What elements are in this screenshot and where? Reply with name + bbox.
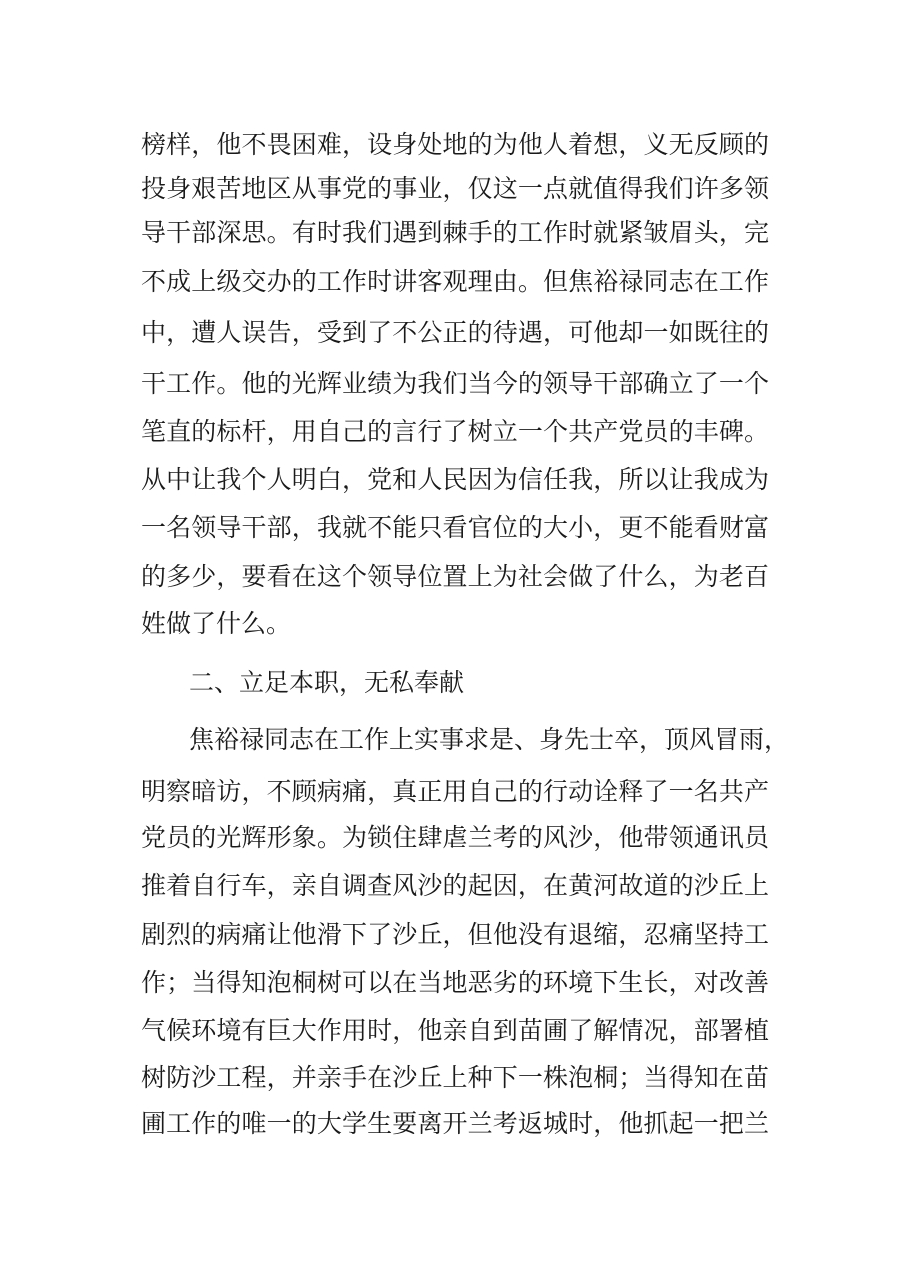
paragraph-2-line: 剧烈的病痛让他滑下了沙丘，但他没有退缩，忍痛坚持工 <box>141 920 769 949</box>
paragraph-1-line: 不成上级交办的工作时讲客观理由。但焦裕禄同志在工作 <box>141 267 769 296</box>
paragraph-2-line: 焦裕禄同志在工作上实事求是、身先士卒，顶风冒雨， <box>189 725 790 754</box>
paragraph-1-line: 姓做了什么。 <box>141 609 292 638</box>
paragraph-1-line: 的多少，要看在这个领导位置上为社会做了什么，为老百 <box>141 562 769 591</box>
paragraph-2-line: 推着自行车，亲自调查风沙的起因，在黄河故道的沙丘上 <box>141 871 769 900</box>
paragraph-1-line: 干工作。他的光辉业绩为我们当今的领导干部确立了一个 <box>141 369 769 398</box>
paragraph-1-line: 榜样，他不畏困难，设身处地的为他人着想，义无反顾的 <box>141 130 769 159</box>
paragraph-2-line: 明察暗访，不顾病痛，真正用自己的行动诠释了一名共产 <box>141 777 769 806</box>
paragraph-1-line: 中，遭人误告，受到了不公正的待遇，可他却一如既往的 <box>141 318 769 347</box>
paragraph-1-line: 投身艰苦地区从事党的事业，仅这一点就值得我们许多领 <box>141 174 769 203</box>
section-heading: 二、立足本职，无私奉献 <box>189 668 465 697</box>
paragraph-2-line: 党员的光辉形象。为锁住肆虐兰考的风沙，他带领通讯员 <box>141 823 769 852</box>
paragraph-2-line: 气候环境有巨大作用时，他亲自到苗圃了解情况，部署植 <box>141 1016 769 1045</box>
paragraph-1-line: 从中让我个人明白，党和人民因为信任我，所以让我成为 <box>141 465 769 494</box>
paragraph-2-line: 圃工作的唯一的大学生要离开兰考返城时，他抓起一把兰 <box>141 1109 769 1138</box>
paragraph-2-line: 树防沙工程，并亲手在沙丘上种下一株泡桐；当得知在苗 <box>141 1063 769 1092</box>
paragraph-1-line: 导干部深思。有时我们遇到棘手的工作时就紧皱眉头，完 <box>141 218 769 247</box>
paragraph-2-line: 作；当得知泡桐树可以在当地恶劣的环境下生长，对改善 <box>141 968 769 997</box>
paragraph-1-line: 笔直的标杆，用自己的言行了树立一个共产党员的丰碑。 <box>141 417 769 446</box>
paragraph-1-line: 一名领导干部，我就不能只看官位的大小，更不能看财富 <box>141 513 769 542</box>
